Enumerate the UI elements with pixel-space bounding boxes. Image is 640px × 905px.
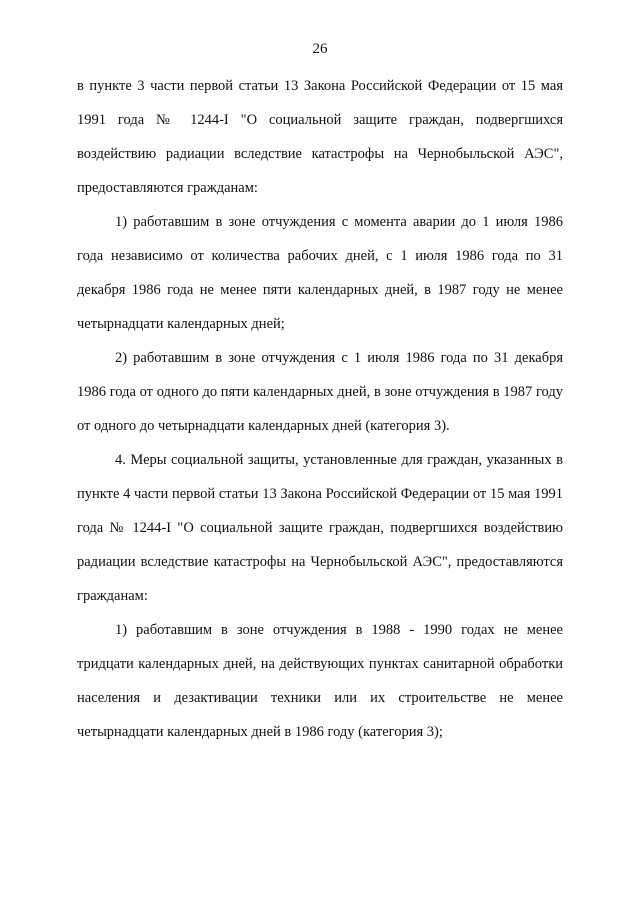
paragraph-continuation: в пункте 3 части первой статьи 13 Закона Российской Федерации от 15 мая 1991 года № 1244-I "О социальной защите граждан, подвергшихся воздействию радиации вследствие катастрофы на Чернобыльской АЭС", предоставляются гражданам: xyxy=(77,78,563,196)
paragraph-section-4: 4. Меры социальной защиты, установленные для граждан, указанных в пункте 4 части первой статьи 13 Закона Российской Федерации от 15 мая 1991 года № 1244-I "О социальной защите граждан, подвергшихся воздействию радиации вследствие катастрофы на Чернобыльской АЭС", предоставляются гражданам: xyxy=(77,452,563,604)
paragraph-section-4-item-1: 1) работавшим в зоне отчуждения в 1988 - 1990 годах не менее тридцати календарных дней, на действующих пунктах санитарной обработки населения и дезактивации техники или их строительстве не менее четырнадцати календарных дней в 1986 году (категория 3); xyxy=(77,622,563,740)
paragraph-item-2: 2) работавшим в зоне отчуждения с 1 июля 1986 года по 31 декабря 1986 года от одного до пяти календарных дней, в зоне отчуждения в 1987 году от одного до четырнадцати календарных дней (категория 3). xyxy=(77,350,563,434)
page-number: 26 xyxy=(312,41,328,57)
paragraph-item-1: 1) работавшим в зоне отчуждения с момента аварии до 1 июля 1986 года независимо от количества рабочих дней, с 1 июля 1986 года по 31 декабря 1986 года не менее пяти календарных дней, в 1987 году не менее четырнадцати календарных дней; xyxy=(77,214,563,332)
